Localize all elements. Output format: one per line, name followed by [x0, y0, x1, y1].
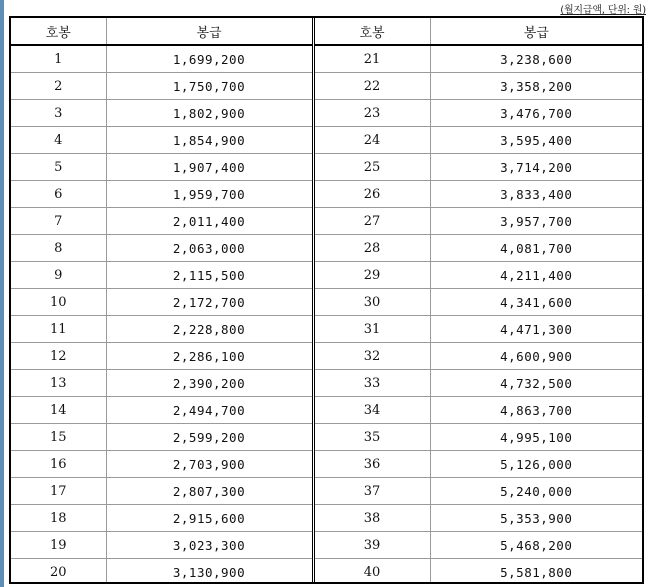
salary-cell: 1,854,900	[106, 127, 313, 154]
step-cell: 38	[313, 505, 430, 532]
table-row	[11, 370, 642, 397]
salary-cell: 3,130,900	[106, 559, 313, 585]
table-row	[11, 478, 642, 505]
step-cell: 15	[11, 424, 106, 451]
step-cell: 17	[11, 478, 106, 505]
salary-table	[11, 18, 642, 584]
step-cell: 25	[313, 154, 430, 181]
salary-cell: 4,732,500	[430, 370, 642, 397]
salary-cell: 2,011,400	[106, 208, 313, 235]
salary-cell: 5,581,800	[500, 564, 573, 580]
table-row	[11, 154, 642, 181]
header-salary-right: 봉급	[430, 18, 642, 45]
table-row	[11, 235, 642, 262]
salary-cell: 2,599,200	[106, 424, 313, 451]
salary-cell: 5,126,000	[430, 451, 642, 478]
salary-cell: 2,703,900	[106, 451, 313, 478]
salary-cell: 2,494,700	[106, 397, 313, 424]
salary-cell: 5,468,200	[430, 532, 642, 559]
salary-cell: 3,833,400	[430, 181, 642, 208]
salary-cell: 2,115,500	[106, 262, 313, 289]
table-row	[11, 181, 642, 208]
step-cell: 8	[11, 235, 106, 262]
step-cell: 19	[11, 532, 106, 559]
table-row	[11, 424, 642, 451]
salary-cell: 1,699,200	[106, 45, 313, 73]
table-row	[11, 505, 642, 532]
table-row	[11, 208, 642, 235]
left-accent-bar	[0, 0, 4, 587]
step-cell: 27	[313, 208, 430, 235]
step-cell: 3	[11, 100, 106, 127]
step-cell: 33	[313, 370, 430, 397]
step-cell: 12	[11, 343, 106, 370]
step-cell: 11	[11, 316, 106, 343]
step-cell: 28	[313, 235, 430, 262]
salary-cell: 1,907,400	[106, 154, 313, 181]
step-cell: 6	[11, 181, 106, 208]
table-row	[11, 100, 642, 127]
step-cell: 2	[11, 73, 106, 100]
step-cell: 9	[11, 262, 106, 289]
step-cell: 7	[11, 208, 106, 235]
step-cell: 35	[313, 424, 430, 451]
salary-cell: 4,081,700	[430, 235, 642, 262]
salary-cell: 4,341,600	[430, 289, 642, 316]
salary-cell: 3,957,700	[430, 208, 642, 235]
salary-cell: 2,172,700	[106, 289, 313, 316]
step-cell: 32	[313, 343, 430, 370]
table-row	[11, 45, 642, 73]
salary-cell: 1,959,700	[106, 181, 313, 208]
salary-cell: 4,863,700	[430, 397, 642, 424]
step-cell: 16	[11, 451, 106, 478]
table-row	[11, 262, 642, 289]
salary-cell: 3,476,700	[430, 100, 642, 127]
table-header-row	[11, 18, 642, 45]
salary-cell: 2,063,000	[106, 235, 313, 262]
step-cell: 39	[313, 532, 430, 559]
step-cell: 37	[313, 478, 430, 505]
table-row	[11, 289, 642, 316]
table-body	[11, 45, 642, 584]
step-cell: 23	[313, 100, 430, 127]
salary-cell: 2,807,300	[106, 478, 313, 505]
salary-cell: 2,228,800	[106, 316, 313, 343]
step-cell: 31	[313, 316, 430, 343]
step-cell: 34	[313, 397, 430, 424]
salary-cell: 4,471,300	[430, 316, 642, 343]
table-row	[11, 127, 642, 154]
step-cell: 36	[313, 451, 430, 478]
step-cell: 29	[313, 262, 430, 289]
table-row	[11, 559, 642, 585]
step-cell: 10	[11, 289, 106, 316]
salary-cell: 4,211,400	[430, 262, 642, 289]
step-cell: 22	[313, 73, 430, 100]
salary-cell: 3,023,300	[106, 532, 313, 559]
header-salary-left: 봉급	[106, 18, 313, 45]
step-cell: 26	[313, 181, 430, 208]
step-cell: 13	[11, 370, 106, 397]
salary-cell: 5,353,900	[430, 505, 642, 532]
header-step-right: 호봉	[313, 18, 430, 45]
table-row	[11, 532, 642, 559]
table-row	[11, 316, 642, 343]
unit-note: (월지급액, 단위: 원)	[560, 5, 646, 16]
step-cell: 21	[313, 45, 430, 73]
table-row	[11, 397, 642, 424]
salary-table-container	[9, 16, 644, 584]
step-cell: 40	[313, 559, 430, 585]
salary-cell: 5,240,000	[430, 478, 642, 505]
salary-cell: 3,595,400	[430, 127, 642, 154]
header-step-left: 호봉	[11, 18, 106, 45]
table-row	[11, 343, 642, 370]
table-row	[11, 73, 642, 100]
step-cell: 24	[313, 127, 430, 154]
step-cell: 14	[11, 397, 106, 424]
table-row	[11, 451, 642, 478]
salary-cell: 4,995,100	[430, 424, 642, 451]
step-cell: 30	[313, 289, 430, 316]
salary-cell: 3,238,600	[430, 45, 642, 73]
salary-cell: 1,750,700	[106, 73, 313, 100]
salary-cell: 3,714,200	[430, 154, 642, 181]
salary-cell: 2,286,100	[106, 343, 313, 370]
salary-cell: 3,358,200	[430, 73, 642, 100]
step-cell: 5	[11, 154, 106, 181]
step-cell: 18	[11, 505, 106, 532]
step-cell: 1	[11, 45, 106, 73]
step-cell: 4	[11, 127, 106, 154]
step-cell: 20	[11, 559, 106, 585]
salary-cell: 1,802,900	[106, 100, 313, 127]
salary-cell: 2,390,200	[106, 370, 313, 397]
salary-cell: 4,600,900	[430, 343, 642, 370]
salary-cell: 2,915,600	[106, 505, 313, 532]
